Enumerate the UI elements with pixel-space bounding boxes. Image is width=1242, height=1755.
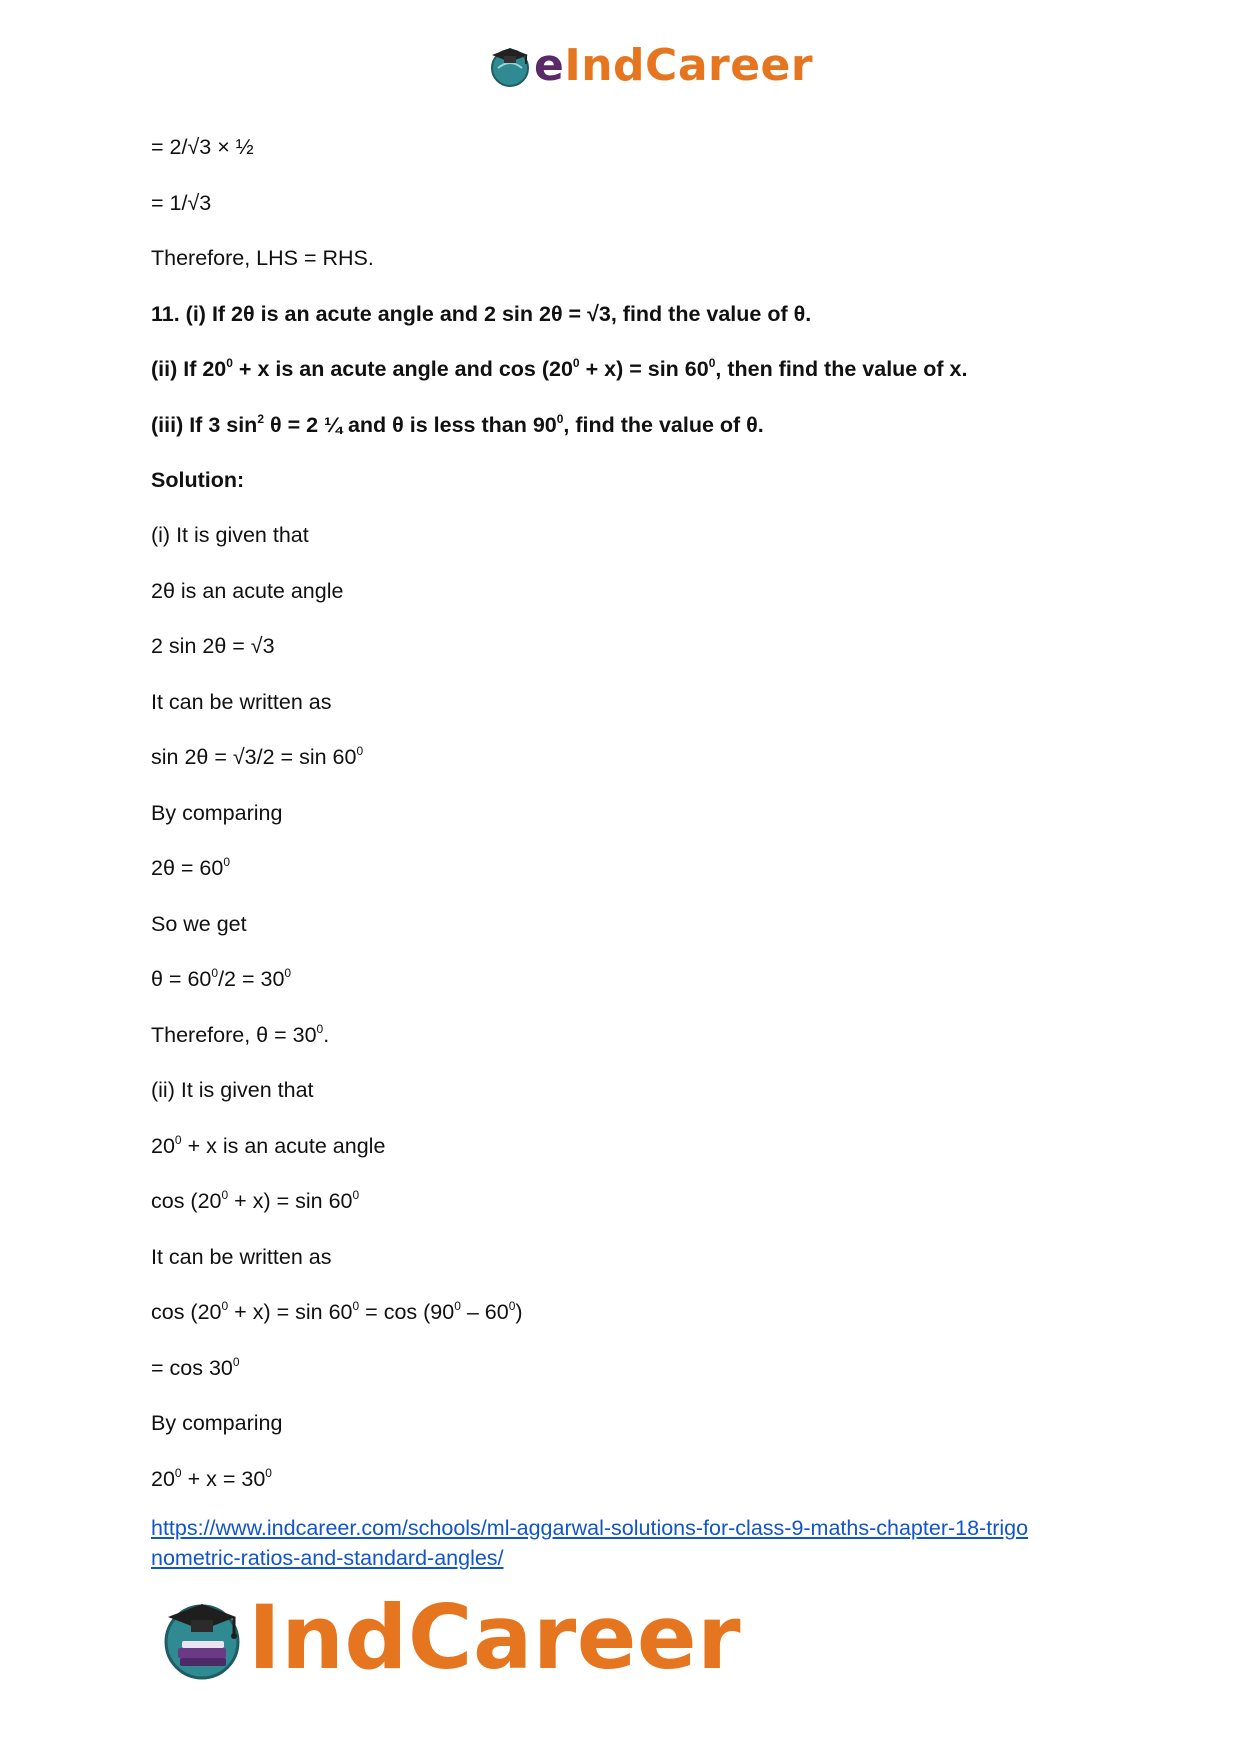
text-run: , then find the value of x. — [715, 357, 968, 381]
source-link-line-2[interactable]: nometric-ratios-and-standard-angles/ — [151, 1546, 504, 1570]
solution-line — [151, 799, 282, 827]
text-run: Therefore, θ = 30 — [151, 1023, 317, 1047]
solution-line — [151, 1354, 240, 1382]
text-run: θ = 60 — [151, 967, 212, 991]
superscript: 0 — [352, 1298, 360, 1313]
superscript: 0 — [174, 1465, 182, 1480]
solution-line — [151, 1298, 523, 1326]
text-run: cos (20 — [151, 1300, 222, 1324]
text-run: 2 sin 2θ = √3 — [151, 634, 275, 658]
text-run: + x) = sin 60 — [228, 1189, 353, 1213]
text-run: + x is an acute angle — [181, 1134, 386, 1158]
solution-line — [151, 965, 291, 993]
superscript: 0 — [708, 355, 716, 370]
superscript: 0 — [232, 1354, 240, 1369]
text-run: 20 — [151, 1467, 175, 1491]
solution-line — [151, 1132, 385, 1160]
text-run: + x is an acute angle and cos (20 — [232, 357, 573, 381]
text-run: 2θ is an acute angle — [151, 579, 344, 603]
text-run: + x = 30 — [181, 1467, 266, 1491]
text-run: 20 — [151, 1134, 175, 1158]
superscript: 0 — [556, 411, 564, 426]
superscript: 0 — [265, 1465, 272, 1480]
text-run: (ii) It is given that — [151, 1078, 314, 1102]
question-line — [151, 355, 967, 383]
solution-line — [151, 1465, 272, 1493]
superscript: 0 — [352, 1187, 360, 1202]
solution-line — [151, 743, 363, 771]
superscript: 0 — [174, 1132, 182, 1147]
solution-line — [151, 1076, 314, 1104]
text-run: cos (20 — [151, 1189, 222, 1213]
solution-line — [151, 854, 230, 882]
text-run: 11. (i) If 2θ is an acute angle and 2 sin 2θ = √3, find the value of θ. — [151, 302, 812, 326]
superscript: 0 — [221, 1298, 229, 1313]
text-run: /2 = 30 — [218, 967, 285, 991]
text-run: Therefore, LHS = RHS. — [151, 246, 374, 270]
solution-line — [151, 1409, 282, 1437]
text-run: . — [323, 1023, 330, 1047]
text-run: (ii) If 20 — [151, 357, 227, 381]
superscript: 0 — [221, 1187, 229, 1202]
superscript: 0 — [508, 1298, 516, 1313]
footer-logo-wordmark: IndCareer — [248, 1586, 742, 1689]
solution-line — [151, 577, 343, 605]
superscript: 0 — [454, 1298, 461, 1313]
solution-line — [151, 244, 374, 272]
superscript: 0 — [284, 965, 292, 980]
text-run: = 2/√3 × ½ — [151, 135, 254, 159]
text-run: + x) = sin 60 — [228, 1300, 353, 1324]
text-run: , find the value of θ. — [563, 413, 764, 437]
text-run: θ = 2 ¼ and θ is less than 90 — [264, 413, 557, 437]
graduation-globe-icon — [488, 44, 532, 88]
solution-line — [151, 1187, 359, 1215]
question-line — [151, 411, 764, 439]
header-logo — [488, 40, 813, 92]
solution-line — [151, 688, 331, 716]
solution-line — [151, 1243, 331, 1271]
text-run: ) — [515, 1300, 523, 1324]
superscript: 0 — [226, 355, 233, 370]
graduation-book-globe-icon — [160, 1596, 244, 1680]
text-run: + x) = sin 60 — [579, 357, 709, 381]
text-run: = cos 30 — [151, 1356, 233, 1380]
footer-logo — [160, 1588, 741, 1688]
question-line — [151, 300, 811, 328]
solution-line — [151, 521, 309, 549]
source-link-block — [151, 1513, 1111, 1573]
text-run: = cos (90 — [359, 1300, 455, 1324]
solution-line — [151, 910, 247, 938]
text-run: It can be written as — [151, 1245, 332, 1269]
superscript: 2 — [257, 411, 265, 426]
text-run: (i) It is given that — [151, 523, 309, 547]
superscript: 0 — [316, 1021, 324, 1036]
text-run: It can be written as — [151, 690, 332, 714]
logo-wordmark: eIndCareer — [534, 40, 814, 91]
solution-line — [151, 189, 211, 217]
text-run: 2θ = 60 — [151, 856, 224, 880]
text-run: – 60 — [460, 1300, 509, 1324]
text-run: (iii) If 3 sin — [151, 413, 258, 437]
superscript: 0 — [211, 965, 219, 980]
text-run: Solution: — [151, 468, 245, 492]
superscript: 0 — [356, 743, 364, 758]
question-line — [151, 466, 244, 494]
solution-line — [151, 1021, 329, 1049]
solution-line — [151, 133, 254, 161]
source-link-line-1[interactable]: https://www.indcareer.com/schools/ml-aggarwal-solutions-for-class-9-maths-chapter-18-trigo — [151, 1516, 1029, 1540]
superscript: 0 — [572, 355, 580, 370]
text-run: sin 2θ = √3/2 = sin 60 — [151, 745, 357, 769]
solution-line — [151, 632, 275, 660]
text-run: = 1/√3 — [151, 191, 212, 215]
superscript: 0 — [223, 854, 231, 869]
text-run: By comparing — [151, 801, 283, 825]
text-run: By comparing — [151, 1411, 283, 1435]
text-run: So we get — [151, 912, 247, 936]
